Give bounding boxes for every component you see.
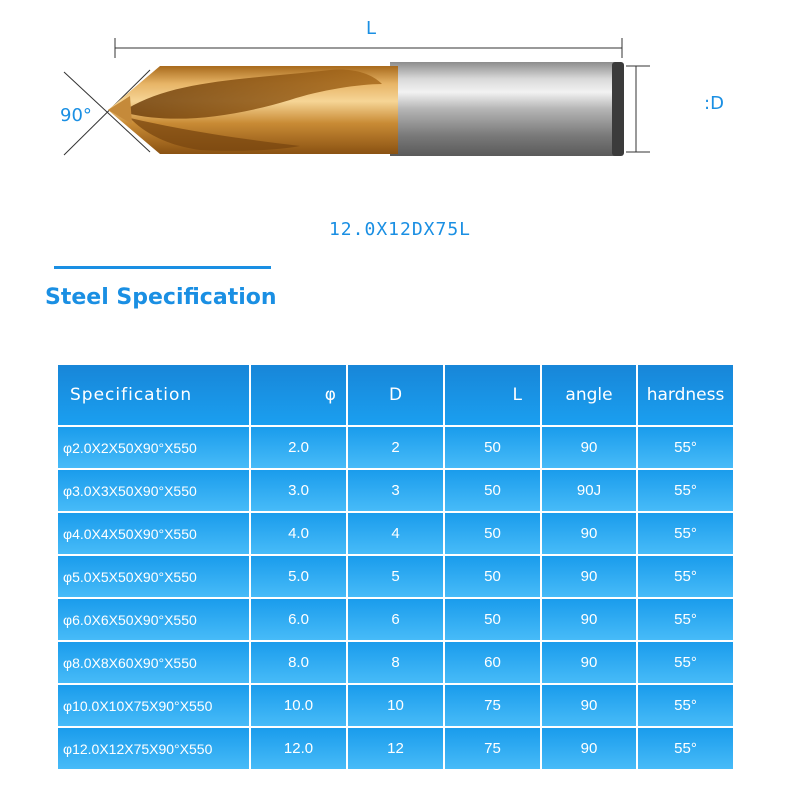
cell-spec: φ2.0X2X50X90°X550 xyxy=(57,426,250,469)
header-specification: Specification xyxy=(57,364,250,426)
cell-hardness: 55° xyxy=(637,555,734,598)
cell-l: 75 xyxy=(444,684,541,727)
cell-l: 50 xyxy=(444,512,541,555)
cell-phi: 2.0 xyxy=(250,426,347,469)
cell-angle: 90 xyxy=(541,512,637,555)
cell-hardness: 55° xyxy=(637,641,734,684)
cell-angle: 90J xyxy=(541,469,637,512)
cell-l: 50 xyxy=(444,426,541,469)
angle-label: 90° xyxy=(60,105,92,126)
table-row xyxy=(57,555,734,598)
cell-d: 5 xyxy=(347,555,444,598)
cell-hardness: 55° xyxy=(637,727,734,770)
header-phi: φ xyxy=(250,364,347,426)
model-code: 12.0X12DX75L xyxy=(328,219,472,240)
cell-l: 75 xyxy=(444,727,541,770)
cell-d: 3 xyxy=(347,469,444,512)
cell-l: 50 xyxy=(444,469,541,512)
spec-table xyxy=(56,363,735,771)
cell-phi: 8.0 xyxy=(250,641,347,684)
table-row xyxy=(57,598,734,641)
header-angle: angle xyxy=(541,364,637,426)
table-row xyxy=(57,641,734,684)
cell-spec: φ4.0X4X50X90°X550 xyxy=(57,512,250,555)
diameter-label: :D xyxy=(704,93,724,114)
cell-spec: φ12.0X12X75X90°X550 xyxy=(57,727,250,770)
header-hardness: hardness xyxy=(637,364,734,426)
cell-phi: 3.0 xyxy=(250,469,347,512)
cell-angle: 90 xyxy=(541,426,637,469)
table-row xyxy=(57,469,734,512)
cell-spec: φ10.0X10X75X90°X550 xyxy=(57,684,250,727)
table-row xyxy=(57,684,734,727)
cell-spec: φ6.0X6X50X90°X550 xyxy=(57,598,250,641)
cell-phi: 4.0 xyxy=(250,512,347,555)
cell-d: 8 xyxy=(347,641,444,684)
cell-phi: 12.0 xyxy=(250,727,347,770)
cell-angle: 90 xyxy=(541,598,637,641)
cell-angle: 90 xyxy=(541,727,637,770)
cell-angle: 90 xyxy=(541,555,637,598)
cell-phi: 5.0 xyxy=(250,555,347,598)
cell-hardness: 55° xyxy=(637,469,734,512)
cell-l: 50 xyxy=(444,598,541,641)
cell-spec: φ5.0X5X50X90°X550 xyxy=(57,555,250,598)
cell-phi: 6.0 xyxy=(250,598,347,641)
length-dimension xyxy=(115,38,622,58)
cell-d: 10 xyxy=(347,684,444,727)
table-row xyxy=(57,426,734,469)
cell-angle: 90 xyxy=(541,684,637,727)
section-title: Steel Specification xyxy=(45,285,277,310)
section-underline xyxy=(54,266,271,269)
cell-spec: φ3.0X3X50X90°X550 xyxy=(57,469,250,512)
cell-l: 50 xyxy=(444,555,541,598)
table-header-row xyxy=(57,364,734,426)
cell-hardness: 55° xyxy=(637,426,734,469)
cell-hardness: 55° xyxy=(637,512,734,555)
header-l: L xyxy=(444,364,541,426)
header-d: D xyxy=(347,364,444,426)
cell-d: 12 xyxy=(347,727,444,770)
table-row xyxy=(57,512,734,555)
cell-hardness: 55° xyxy=(637,684,734,727)
diameter-dimension xyxy=(626,66,650,152)
table-row xyxy=(57,727,734,770)
cell-angle: 90 xyxy=(541,641,637,684)
drill-shank xyxy=(390,62,620,156)
cell-phi: 10.0 xyxy=(250,684,347,727)
cell-d: 6 xyxy=(347,598,444,641)
cell-d: 4 xyxy=(347,512,444,555)
cell-hardness: 55° xyxy=(637,598,734,641)
length-label: L xyxy=(366,18,377,39)
cell-l: 60 xyxy=(444,641,541,684)
cell-d: 2 xyxy=(347,426,444,469)
cell-spec: φ8.0X8X60X90°X550 xyxy=(57,641,250,684)
